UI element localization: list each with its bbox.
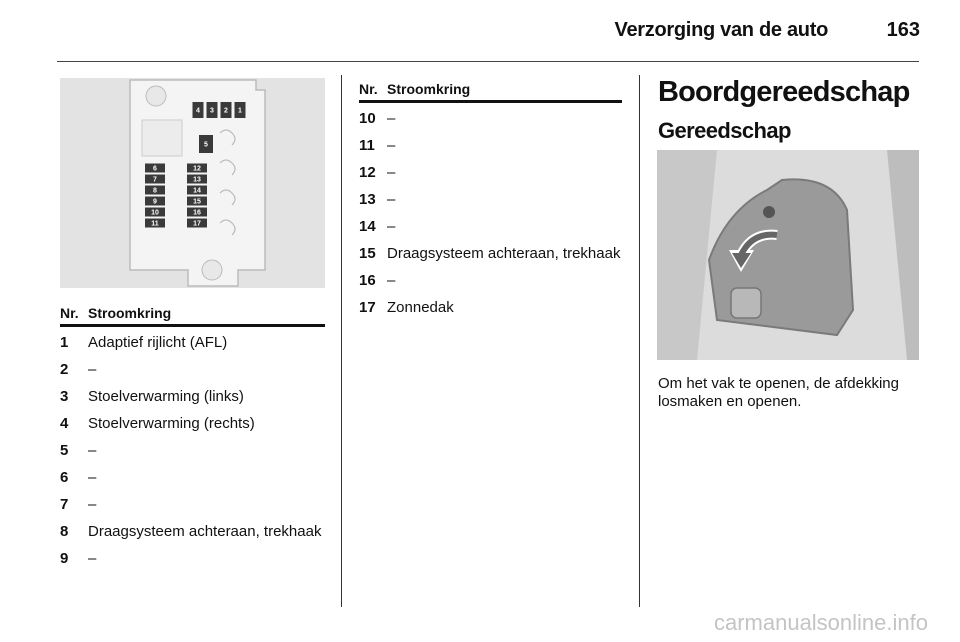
fuse-table-middle <box>359 81 622 317</box>
table-row <box>359 102 622 129</box>
fuse-circuit: Stoelverwarming (rechts) <box>88 415 255 432</box>
tool-compartment-drawing <box>657 150 919 360</box>
column-header-circuit: Stroomkring <box>387 81 622 102</box>
table-row <box>359 290 622 317</box>
table-row <box>60 514 325 541</box>
fuse-slot-label: 7 <box>153 176 157 184</box>
header-rule <box>57 61 919 62</box>
fuse-circuit: – <box>88 469 97 486</box>
column-divider-2 <box>639 75 640 607</box>
fuse-slot-label: 12 <box>193 165 201 173</box>
fuse-slot-label: 15 <box>193 198 201 206</box>
fuse-circuit: – <box>387 164 396 181</box>
page-header <box>0 0 960 64</box>
fuse-circuit: – <box>387 191 396 208</box>
table-row <box>60 326 325 353</box>
table-row <box>359 263 622 290</box>
fuse-number: 14 <box>359 218 376 235</box>
fuse-number: 6 <box>60 469 69 486</box>
fuse-circuit: – <box>88 550 97 567</box>
column-header-nr: Nr. <box>60 305 88 326</box>
fuse-slot-label: 14 <box>193 187 201 195</box>
fuse-number: 15 <box>359 245 376 262</box>
table-row <box>60 352 325 379</box>
table-row <box>359 155 622 182</box>
table-row <box>60 379 325 406</box>
fuse-slot-label: 1 <box>238 107 242 115</box>
fuse-number: 2 <box>60 361 69 378</box>
fuse-number: 8 <box>60 523 69 540</box>
fuse-number: 1 <box>60 334 69 351</box>
fuse-slot-label: 2 <box>224 107 228 115</box>
watermark: carmanualsonline.info <box>713 610 928 635</box>
fuse-circuit: – <box>387 218 396 235</box>
fuse-slot-label: 17 <box>193 220 201 228</box>
fuse-circuit: Zonnedak <box>387 299 454 316</box>
table-row <box>359 182 622 209</box>
fuse-box-drawing <box>60 78 325 288</box>
fuse-slot-label: 9 <box>153 198 157 206</box>
fuse-slot-label: 5 <box>204 141 208 149</box>
page-number: 163 <box>886 19 920 41</box>
fuse-slot-label: 10 <box>151 209 159 217</box>
fuse-circuit: Draagsysteem achteraan, trekhaak <box>387 245 621 262</box>
fuse-number: 13 <box>359 191 376 208</box>
instruction-paragraph: Om het vak te openen, de afdekking losmaken en openen. <box>658 375 899 410</box>
fuse-circuit: – <box>88 442 97 459</box>
column-header-nr: Nr. <box>359 81 387 102</box>
fuse-slot-label: 4 <box>196 107 200 115</box>
fuse-circuit: – <box>387 137 396 154</box>
table-row <box>60 460 325 487</box>
fuse-number: 12 <box>359 164 376 181</box>
column-header-circuit: Stroomkring <box>88 305 325 326</box>
fuse-circuit: – <box>88 361 97 378</box>
fuse-circuit: Adaptief rijlicht (AFL) <box>88 334 228 351</box>
fuse-slot-label: 3 <box>210 107 214 115</box>
table-row <box>359 209 622 236</box>
fuse-box-illustration <box>60 78 325 288</box>
section-subtitle: Gereedschap <box>658 118 791 143</box>
fuse-number: 5 <box>60 442 69 459</box>
fuse-number: 3 <box>60 388 69 405</box>
fuse-number: 16 <box>359 272 376 289</box>
fuse-number: 4 <box>60 415 69 432</box>
fuse-number: 7 <box>60 496 69 513</box>
fuse-circuit: – <box>88 496 97 513</box>
fuse-table-left <box>60 305 325 568</box>
fuse-number: 17 <box>359 299 376 316</box>
fuse-slot-label: 6 <box>153 165 157 173</box>
fuse-circuit: Draagsysteem achteraan, trekhaak <box>88 523 322 540</box>
fuse-number: 9 <box>60 550 69 567</box>
section-title: Boordgereedschap <box>658 76 910 108</box>
tool-compartment-photo <box>657 150 919 360</box>
table-row <box>359 128 622 155</box>
table-row <box>60 541 325 568</box>
fuse-circuit: – <box>387 272 396 289</box>
fuse-circuit: – <box>387 110 396 127</box>
header-title: Verzorging van de auto <box>614 19 828 41</box>
table-row <box>60 406 325 433</box>
table-row <box>60 433 325 460</box>
fuse-slot-label: 13 <box>193 176 201 184</box>
fuse-number: 11 <box>359 137 375 154</box>
fuse-slot-label: 8 <box>153 187 157 195</box>
fuse-slot-label: 16 <box>193 209 201 217</box>
table-row <box>359 236 622 263</box>
table-row <box>60 487 325 514</box>
fuse-slot-label: 11 <box>151 220 159 228</box>
column-divider-1 <box>341 75 342 607</box>
fuse-number: 10 <box>359 110 376 127</box>
fuse-circuit: Stoelverwarming (links) <box>88 388 244 405</box>
